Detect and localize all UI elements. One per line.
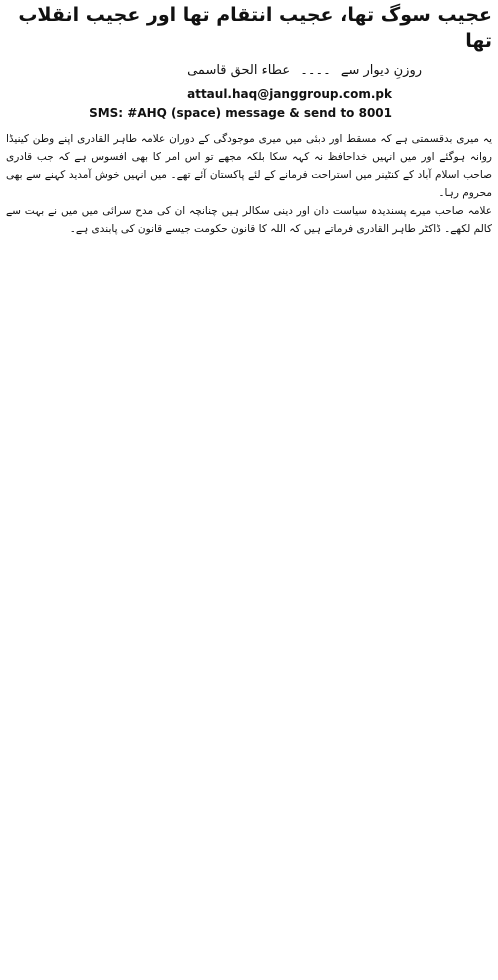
article-paragraph: یہ میری بدقسمتی ہے کہ مسقط اور دبئی میں میری موجودگی کے دوران علامہ طاہر القادری اپنے وطن کینیڈا روانہ ہوگئے اور میں انہیں خداحافظ نہ کہہ سکا بلکہ مجھے تو اس امر کا بھی افسوس ہے کہ جب قادری صاحب اسلام آباد کے کنٹینر میں استراحت فرمانے کے لئے پاکستان آئے تھے۔ میں انہیں خوش آمدید کہنے سے بھی محروم رہا۔ <box>6 133 492 199</box>
byline <box>6 60 492 82</box>
column-name: روزنِ دیوار سے <box>340 63 422 78</box>
article-body <box>6 130 492 238</box>
author-email: attaul.haq@janggroup.com.pk <box>187 87 392 101</box>
article-paragraph: علامہ صاحب میرے پسندیدہ سیاست دان اور دینی سکالر ہیں چنانچہ ان کی مدح سرائی میں میں نے بہت سے کالم لکھے۔ ڈاکٹر طاہر القادری فرماتے ہیں کہ اللہ کا قانون حکومت جیسے قانون کی پابندی ہے۔ <box>6 205 492 235</box>
author-name: عطاء الحق قاسمی <box>187 63 291 78</box>
sms-instructions: SMS: #AHQ (space) message & send to 8001 <box>89 106 392 120</box>
headline: عجیب سوگ تھا، عجیب انتقام تھا اور عجیب انقلاب تھا <box>18 4 492 52</box>
byline-separator: ۔۔۔۔ <box>300 63 331 78</box>
